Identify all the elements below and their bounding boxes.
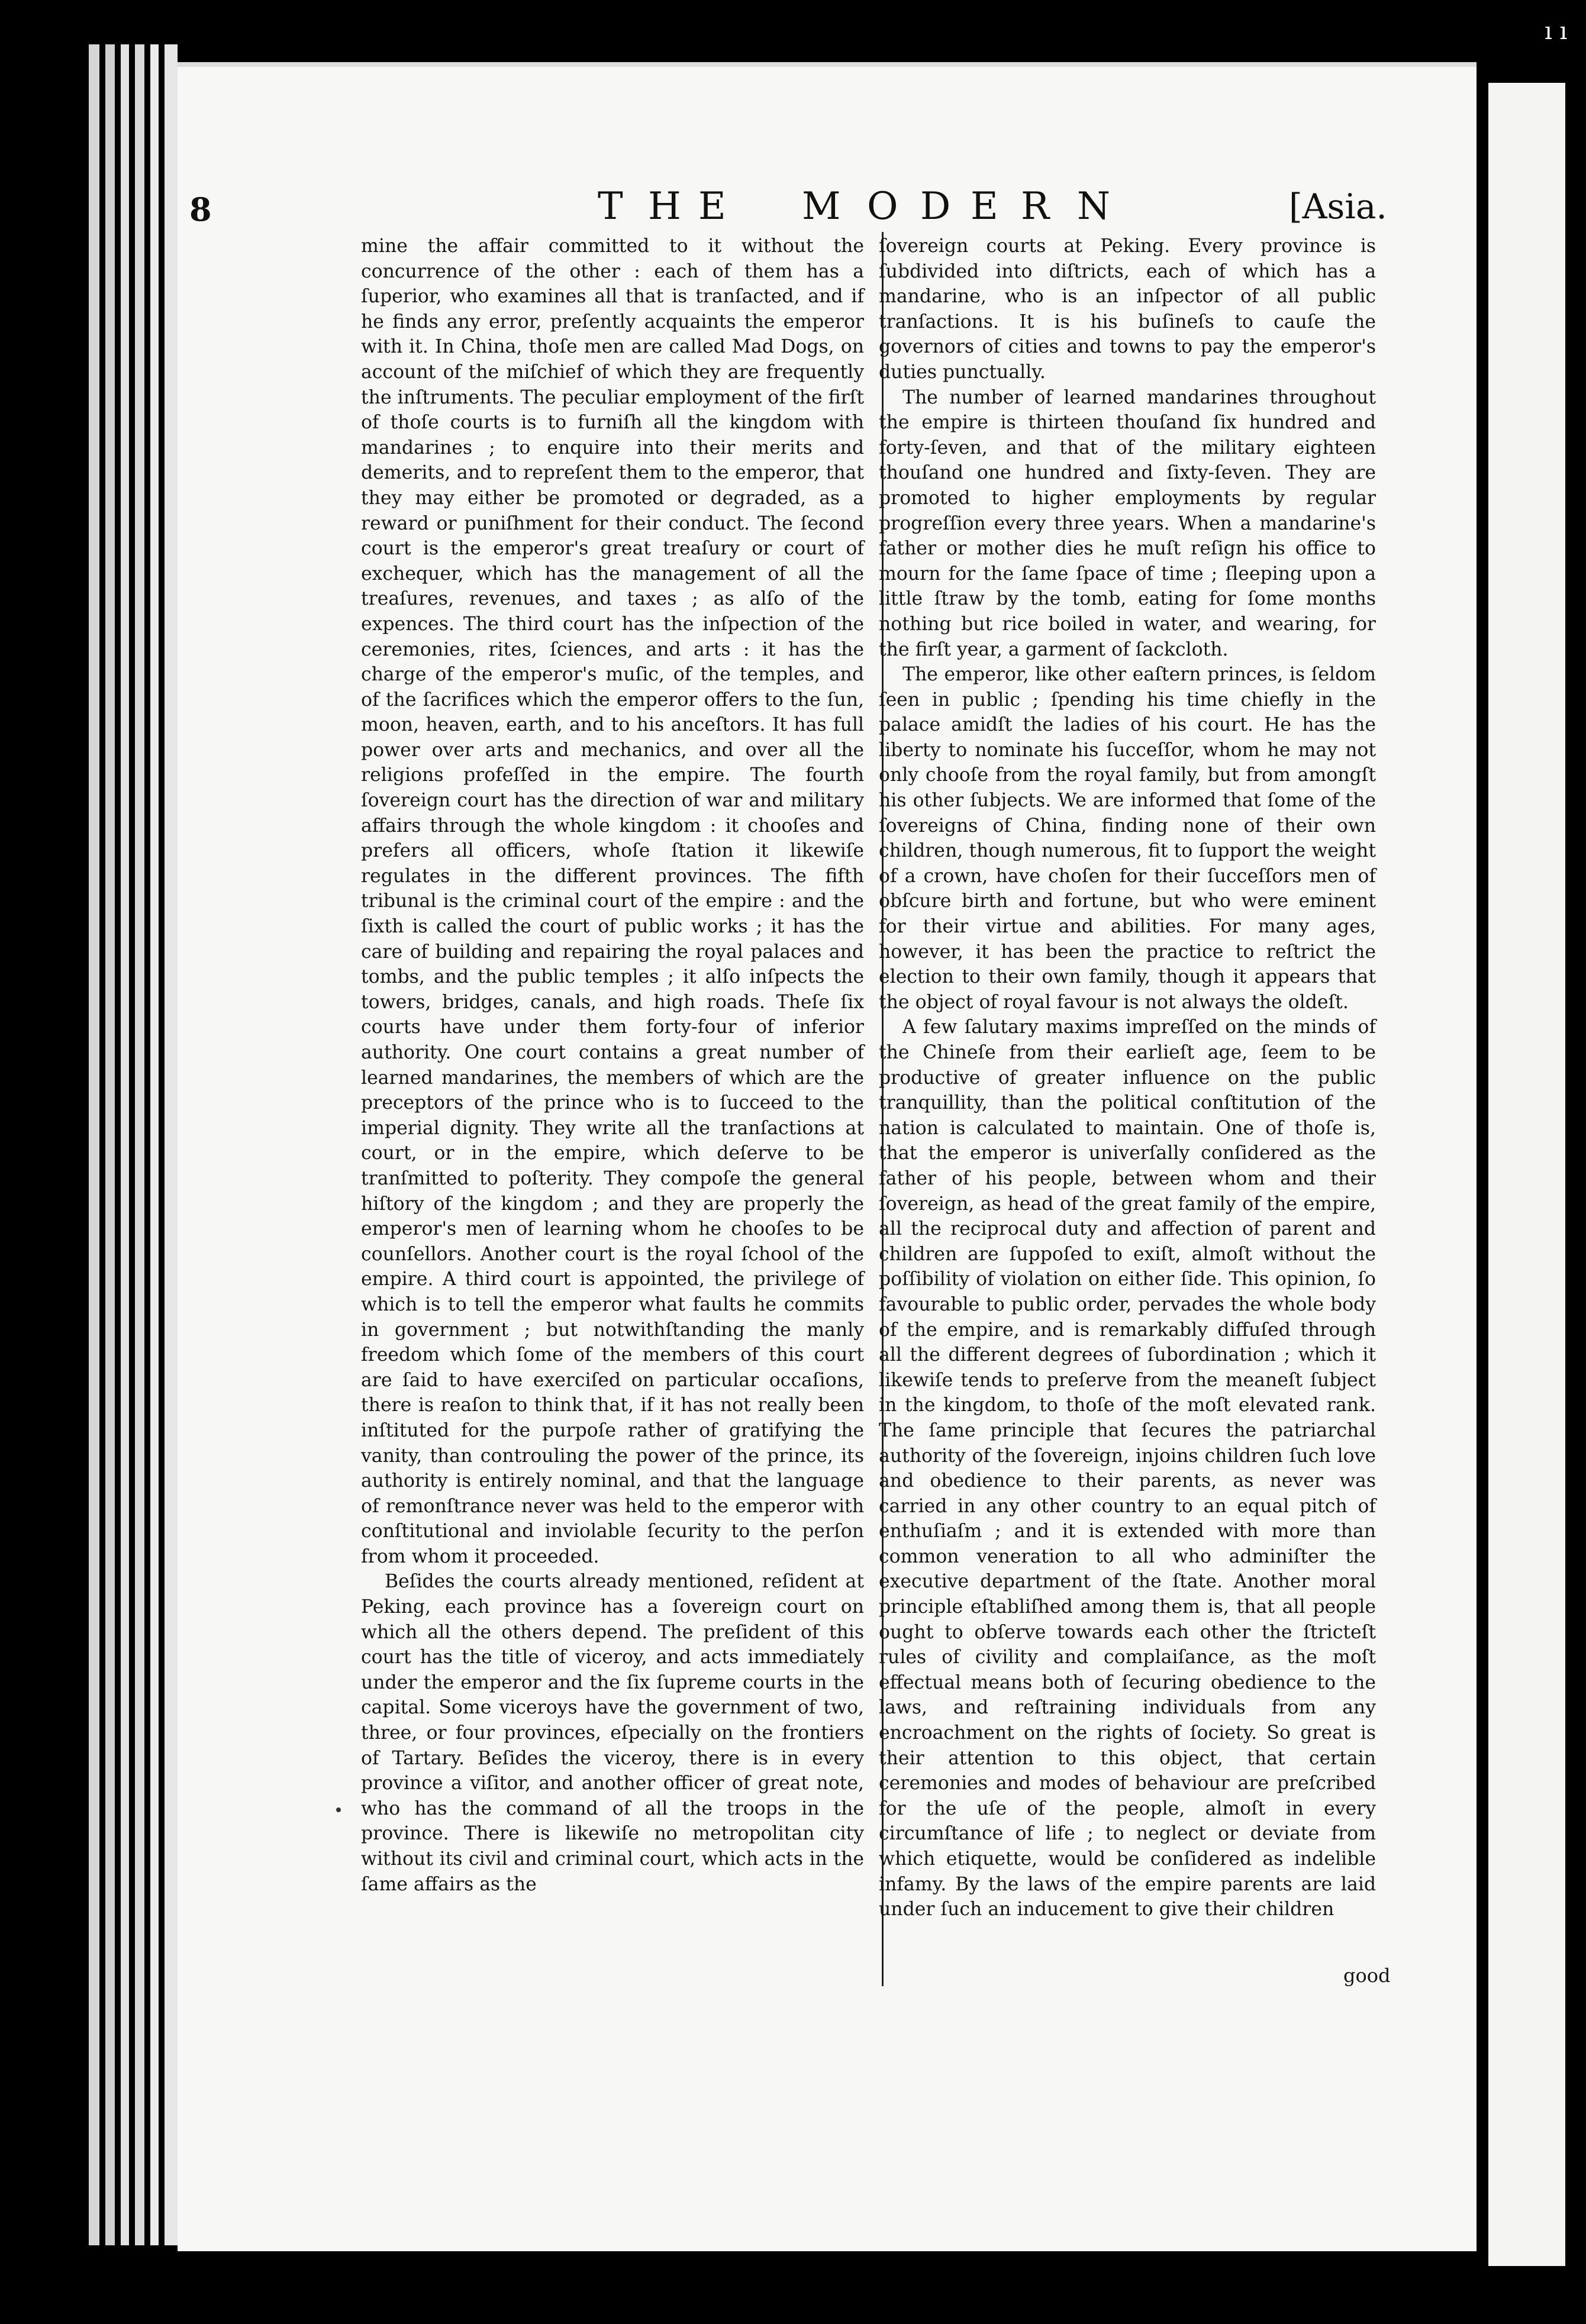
page-edge (105, 44, 115, 2245)
title-letter: H (648, 185, 681, 228)
page-edge (150, 44, 159, 2245)
paragraph: mine the affair committed to it without the concurrence of the other : each of them has a ſuperior, who examines all that is tranſacted, and if he finds any error, preſently acquaints the emperor with it. In China, thoſe men are called Mad Dogs, on account of the miſchief of which they are frequently the inſtruments. The peculiar employment of the firſt of thoſe courts is to furniſh all the kingdom with mandarines ; to enquire into their merits and demerits, and to repreſent them to the emperor, that they may either be promoted or degraded, as a reward or puniſhment for their conduct. The ſecond court is the emperor's great treaſury or court of exchequer, which has the management of all the treaſures, revenues, and taxes ; as alſo of the expences. The third court has the inſpection of the ceremonies, rites, ſciences, and arts : it has the charge of the emperor's muſic, of the temples, and of the ſacrifices which the emperor offers to the ſun, moon, heaven, earth, and to his anceſtors. It has full power over arts and mechanics, and over all the religions profeſſed in the empire. The fourth ſovereign court has the direction of war and military affairs through the whole kingdom : it chooſes and prefers all officers, whoſe ſtation it likewiſe regulates in the different provinces. The fifth tribunal is the criminal court of the empire : and the ſixth is called the court of public works ; it has the care of building and repairing the royal palaces and tombs, and the public temples ; it alſo inſpects the towers, bridges, canals, and high roads. Theſe ſix courts have under them forty-four of inferior authority. One court contains a great number of learned mandarines, the members of which are the preceptors of the prince who is to ſucceed to the imperial dignity. They write all the tranſactions at court, or in the empire, which deſerve to be tranſmitted to poſterity. They compoſe the general hiſtory of the kingdom ; and they are properly the emperor's men of learning whom he chooſes to be counſellors. Another court is the royal ſchool of the empire. A third court is appointed, the privilege of which is to tell the emperor what faults he commits in government ; but notwithſtanding the manly freedom which ſome of the members of this court are ſaid to have exerciſed on particular occaſions, there is reaſon to think that, if it has not really been inſtituted for the purpoſe rather of gratifying the vanity, than controuling the power of the prince, its authority is entirely nominal, and that the language of remonſtrance never was held to the emperor with conſtitutional and inviolable ſecurity to the perſon from whom it proceeded. (361, 235, 864, 1567)
paragraph: The number of learned mandarines throughout the empire is thirteen thouſand ſix hundred and forty-ſeven, and that of the military eighteen thouſand one hundred and ſixty-ſeven. They are promoted to higher employments by regular progreſſion every three years. When a mandarine's father or mother dies he muſt reſign his office to mourn for the ſame ſpace of time ; ſleeping upon a little ſtraw by the tomb, eating for ſome months nothing but rice boiled in water, and wearing, for the firſt year, a garment of ſackcloth. (879, 386, 1376, 660)
facing-page-edge (1488, 83, 1565, 2266)
paragraph: ſovereign courts at Peking. Every province is ſubdivided into diſtricts, each of which has a mandarine, who is an inſpector of all public tranſactions. It is his buſineſs to cauſe the governors of cities and towns to pay the emperor's duties punctually. (879, 235, 1376, 383)
left-column (361, 234, 864, 1897)
title-letter: T (598, 185, 623, 228)
page-edges (89, 44, 189, 2245)
paragraph: The emperor, like other eaſtern princes, is ſeldom ſeen in public ; ſpending his time chiefly in the palace amidſt the ladies of his court. He has the liberty to nominate his ſucceſſor, whom he may not only chooſe from the royal family, but from amongſt his other ſubjects. We are informed that ſome of the ſovereigns of China, finding none of their own children, though numerous, fit to ſupport the weight of a crown, have choſen for their ſucceſſors men of obſcure birth and fortune, but who were eminent for their virtue and abilities. For many ages, however, it has been the practice to reſtrict the election to their own family, though it appears that the object of royal favour is not always the oldeſt. (879, 664, 1376, 1013)
page-edge (89, 44, 99, 2245)
running-title (598, 185, 1130, 226)
ink-speck (336, 1807, 341, 1812)
paragraph: Beſides the courts already mentioned, reſident at Peking, each province has a ſovereign court on which all the others depend. The preſident of this court has the title of viceroy, and acts immediately under the emperor and the ſix ſupreme courts in the capital. Some viceroys have the government of two, three, or four provinces, eſpecially on the frontiers of Tartary. Beſides the viceroy, there is in every province a viſitor, and another officer of great note, who has the command of all the troops in the province. There is likewiſe no metropolitan city without its civil and criminal court, which acts in the ſame affairs as the (361, 1571, 864, 1895)
title-letter: E (971, 185, 998, 228)
right-column (879, 234, 1376, 1922)
title-letter: M (802, 185, 841, 228)
section-heading: [Asia. (1289, 186, 1387, 227)
catchword: good (1343, 1964, 1391, 1987)
page-top-edge (178, 62, 1477, 67)
page-edge (165, 44, 178, 2245)
title-letter: D (920, 185, 951, 228)
paragraph: A few ſalutary maxims impreſſed on the minds of the Chineſe from their earlieſt age, ſeem to be productive of greater influence on the public tranquillity, than the political conſtitution of the nation is calculated to maintain. One of thoſe is, that the emperor is univerſally conſidered as the father of his people, between whom and their ſovereign, as head of the great family of the empire, all the reciprocal duty and affection of parent and children are ſuppoſed to exiſt, almoſt without the poſſibility of violation on either ſide. This opinion, ſo favourable to public order, pervades the whole body of the empire, and is remarkably diffuſed through all the different degrees of ſubordination ; which it likewiſe tends to preſerve from the meaneſt ſubject in the kingdom, to thoſe of the moſt elevated rank. The ſame principle that ſecures the patriarchal authority of the ſovereign, injoins children ſuch love and obedience to their parents, as never was carried in any other country to an equal pitch of enthuſiaſm ; and it is extended with more than common veneration to all who adminiſter the executive department of the ſtate. Another moral principle eſtabliſhed among them is, that all people ought to obſerve towards each other the ſtricteſt rules of civility and complaiſance, as the moſt effectual means both of ſecuring obedience to the laws, and reſtraining individuals from any encroachment on the rights of ſociety. So great is their attention to this object, that certain ceremonies and modes of behaviour are preſcribed for the uſe of the people, almoſt in every circumſtance of life ; to neglect or deviate from which etiquette, would be conſidered as indelible infamy. By the laws of the empire parents are laid under ſuch an inducement to give their children (879, 1016, 1376, 1920)
page-number: 8 (189, 191, 212, 228)
title-letter: R (1021, 185, 1050, 228)
corner-mark: ı ı (1545, 18, 1568, 45)
page-edge (135, 44, 144, 2245)
page-edge (121, 44, 129, 2245)
title-letter: N (1077, 185, 1110, 228)
title-letter: E (698, 185, 726, 228)
title-letter: O (867, 185, 898, 228)
